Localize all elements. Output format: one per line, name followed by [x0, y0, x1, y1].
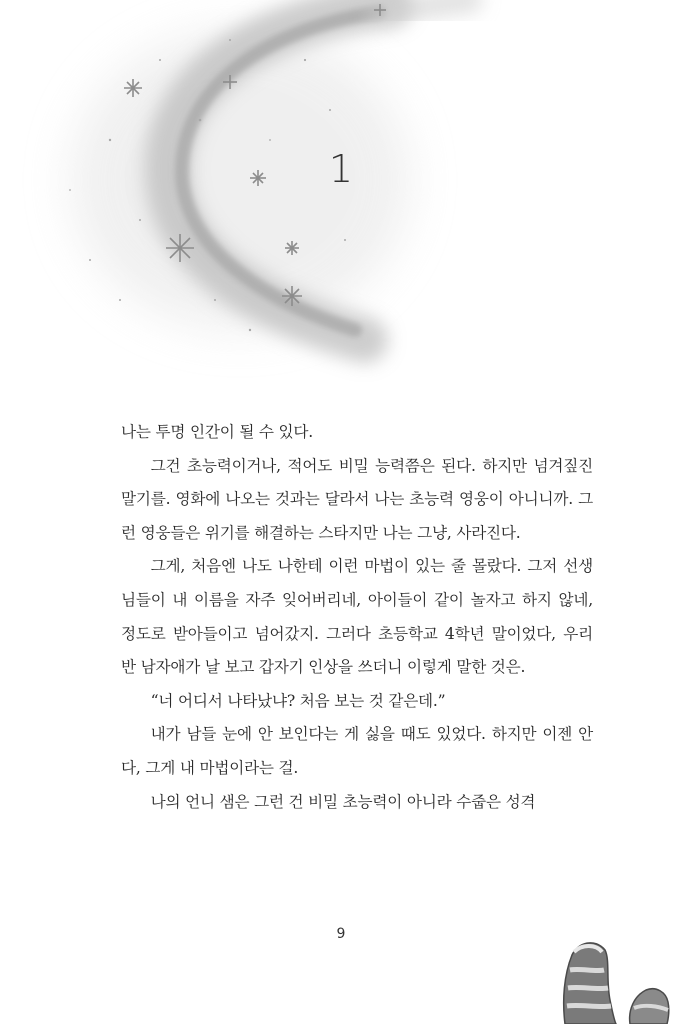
body-text	[121, 416, 593, 819]
paragraph: 그건 초능력이거나, 적어도 비밀 능력쯤은 된다. 하지만 넘겨짚진 말기를. 영화에 나오는 것과는 달라서 나는 초능력 영웅이 아니니까. 그런 영웅들은 위기를 해결하는 스타지만 나는 그냥, 사라진다.	[121, 456, 593, 542]
snow-swirl-illustration	[0, 0, 682, 400]
paragraph: 내가 남들 눈에 안 보인다는 게 싫을 때도 있었다. 하지만 이젠 안다, 그게 내 마법이라는 걸.	[121, 725, 593, 777]
paragraph: 그게, 처음엔 나도 나한테 이런 마법이 있는 줄 몰랐다. 그저 선생님들이 내 이름을 자주 잊어버리네, 아이들이 같이 놀자고 하지 않네, 정도로 받아들이고 넘어갔지. 그러다 초등학교 4학년 말이었다, 우리 반 남자애가 날 보고 갑자기 인상을 쓰더니 이렇게 말한 것은.	[121, 557, 593, 677]
paragraph: 나의 언니 샘은 그런 건 비밀 초능력이 아니라 수줍은 성격	[150, 792, 536, 811]
paragraph: 나는 투명 인간이 될 수 있다.	[121, 423, 314, 441]
tail-shape-2	[630, 989, 669, 1024]
chapter-number: 1	[328, 147, 354, 191]
creature-tail-illustration	[540, 930, 682, 1024]
paragraph: “너 어디서 나타났냐? 처음 보는 것 같은데.”	[150, 691, 446, 710]
tail-shape	[564, 943, 616, 1024]
page-number: 9	[336, 926, 346, 942]
